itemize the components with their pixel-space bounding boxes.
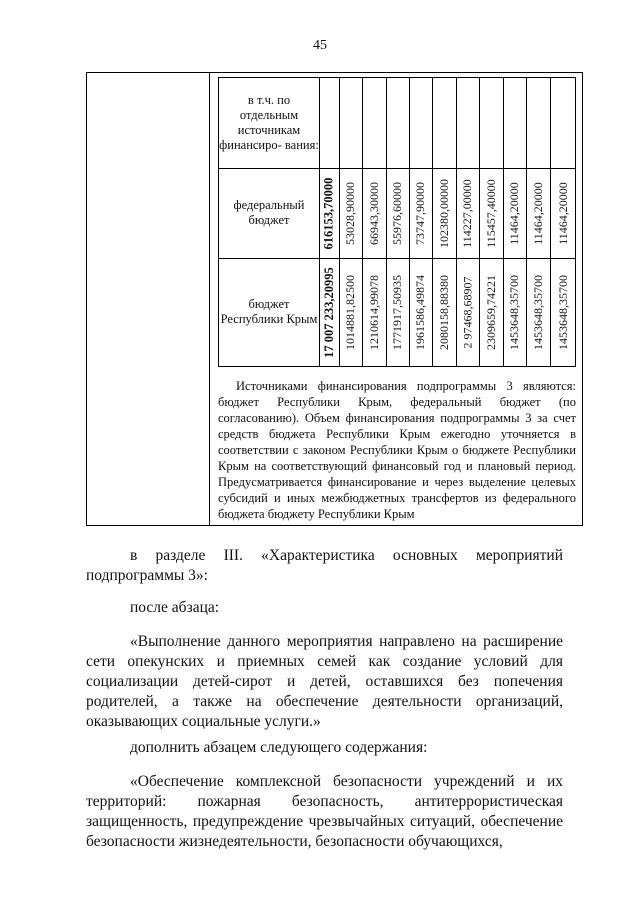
federal-value-cell <box>432 168 456 258</box>
federal-value-cell <box>550 168 576 258</box>
crimea-value-cell <box>526 258 550 366</box>
federal-total: 616153,70000 <box>321 177 336 249</box>
federal-value-cell <box>456 168 479 258</box>
federal-value: 115457,40000 <box>483 178 498 248</box>
crimea-value-cell <box>362 258 386 366</box>
crimea-value: 1453648,35700 <box>555 274 570 350</box>
crimea-value-cell <box>386 258 409 366</box>
federal-value: 66943,30000 <box>366 181 381 245</box>
federal-total-cell <box>319 168 339 258</box>
federal-value-cell <box>339 168 362 258</box>
federal-value: 53028,90000 <box>343 181 357 245</box>
financing-sources-text: Источниками финансирования подпрограммы 3 являются: бюджет Республики Крым, федеральный бюджет (по согласованию). Объем финансирования подпрограммы 3 за счет средств бюджета Республики Крым ежегодно уточняется в соответствии с законом Республики Крым о бюджете Республики Крым на соответствующий финансовый год и плановый период. Предусматривается финансирование и через выделение целевых субсидий и иных межбюджетных трансфертов из федерального бюджета бюджету Республики Крым <box>218 379 576 521</box>
crimea-value-cell <box>550 258 576 366</box>
crimea-value-cell <box>339 258 362 366</box>
crimea-total-cell <box>319 258 339 366</box>
crimea-value: 1453648,35700 <box>507 274 521 350</box>
paragraph-add-instruction: дополнить абзацем следующего содержания: <box>130 739 428 756</box>
federal-value: 55976,60000 <box>390 181 404 245</box>
federal-value-cell <box>503 168 526 258</box>
header-label: в т.ч. по отдельным источникам финансиро- вания: <box>219 93 319 152</box>
outer-column-divider <box>209 73 210 525</box>
federal-value-cell <box>479 168 503 258</box>
federal-value: 11464,20000 <box>555 181 570 245</box>
federal-value-cell <box>409 168 432 258</box>
crimea-value-cell <box>503 258 526 366</box>
financing-sources-grid <box>218 77 576 367</box>
federal-value: 11464,20000 <box>507 181 521 245</box>
crimea-value: 2080158,88380 <box>436 274 451 350</box>
federal-value-cell <box>386 168 409 258</box>
crimea-value: 2 97468,68907 <box>460 276 474 348</box>
crimea-value: 1453648,35700 <box>530 274 545 350</box>
crimea-value: 1014881,82500 <box>343 274 357 350</box>
crimea-budget-label: бюджет Республики Крым <box>220 297 318 326</box>
federal-value: 102380,00000 <box>436 178 451 248</box>
paragraph-quoted-new: «Обеспечение комплексной безопасности учреждений и их территорий: пожарная безопасность, антитеррористическая защищенность, предупреждение чрезвычайных ситуаций, обеспечение безопасности жизнедеятельности, безопасности обучающихся, <box>86 773 563 850</box>
crimea-value: 2309659,74221 <box>483 274 498 350</box>
federal-value-cell <box>362 168 386 258</box>
federal-value-cell <box>526 168 550 258</box>
crimea-value: 1210614,99078 <box>366 274 381 350</box>
federal-budget-label: федеральный бюджет <box>233 198 305 227</box>
paragraph-after-abzac: после абзаца: <box>130 599 220 616</box>
paragraph-section-reference: в разделе III. «Характеристика основных мероприятий подпрограммы 3»: <box>86 547 563 584</box>
financing-table <box>86 72 583 526</box>
crimea-value-cell <box>409 258 432 366</box>
paragraph-quoted-existing: «Выполнение данного мероприятия направлено на расширение сети опекунских и приемных семей как создание условий для социализации детей-сирот и детей, оставшихся без попечения родителей, а также на обеспечение деятельности организаций, оказывающих социальные услуги.» <box>86 633 563 730</box>
federal-value: 11464,20000 <box>530 181 545 245</box>
crimea-value-cell <box>479 258 503 366</box>
crimea-value-cell <box>456 258 479 366</box>
federal-value: 73747,90000 <box>413 181 427 245</box>
crimea-value: 1961586,49874 <box>413 274 427 350</box>
crimea-total: 17 007 233,20995 <box>321 266 336 358</box>
crimea-value: 1771917,50935 <box>390 274 404 350</box>
crimea-value-cell <box>432 258 456 366</box>
federal-value: 114227,00000 <box>460 178 474 248</box>
page-number: 45 <box>313 38 327 53</box>
